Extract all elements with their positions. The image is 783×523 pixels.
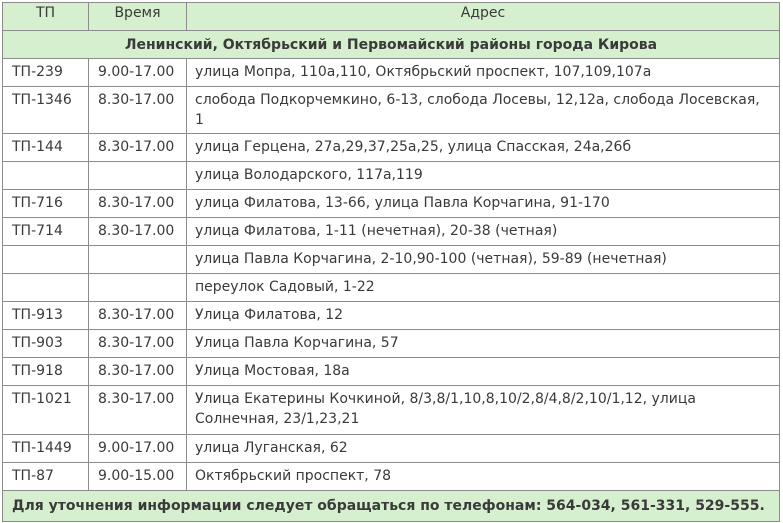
address-cell: улица Филатова, 13-66, улица Павла Корчагина, 91-170 — [187, 190, 780, 218]
tp-cell: ТП-144 — [3, 134, 89, 162]
header-address: Адрес — [187, 3, 780, 31]
time-cell: 8.30-17.00 — [89, 134, 187, 162]
footer-row — [3, 491, 780, 522]
table-header — [3, 3, 780, 31]
table-row — [3, 358, 780, 386]
time-cell: 8.30-17.00 — [89, 190, 187, 218]
contact-note: Для уточнения информации следует обращаться по телефонам: 564-034, 561-331, 529-555. — [3, 491, 780, 522]
time-cell: 9.00-15.00 — [89, 463, 187, 491]
address-cell: Улица Павла Корчагина, 57 — [187, 330, 780, 358]
table-row — [3, 134, 780, 162]
outage-table — [2, 2, 780, 522]
table-row — [3, 302, 780, 330]
table-row — [3, 218, 780, 246]
tp-cell: ТП-1346 — [3, 87, 89, 134]
tp-cell: ТП-87 — [3, 463, 89, 491]
address-cell: улица Герцена, 27а,29,37,25а,25, улица Спасская, 24а,26б — [187, 134, 780, 162]
tp-cell: ТП-1021 — [3, 386, 89, 435]
address-cell: улица Мопра, 110а,110, Октябрьский проспект, 107,109,107а — [187, 59, 780, 87]
tp-cell — [3, 274, 89, 302]
address-cell: улица Луганская, 62 — [187, 435, 780, 463]
table-row — [3, 162, 780, 190]
time-cell: 8.30-17.00 — [89, 87, 187, 134]
time-cell — [89, 246, 187, 274]
table-row — [3, 386, 780, 435]
address-cell: Октябрьский проспект, 78 — [187, 463, 780, 491]
tp-cell: ТП-239 — [3, 59, 89, 87]
table-row — [3, 59, 780, 87]
time-cell: 8.30-17.00 — [89, 302, 187, 330]
tp-cell: ТП-716 — [3, 190, 89, 218]
header-time: Время — [89, 3, 187, 31]
table-row — [3, 463, 780, 491]
address-cell: Улица Екатерины Кочкиной, 8/3,8/1,10,8,10/2,8/4,8/2,10/1,12, улица Солнечная, 23/1,23,21 — [187, 386, 780, 435]
time-cell: 8.30-17.00 — [89, 218, 187, 246]
time-cell: 8.30-17.00 — [89, 386, 187, 435]
section-row — [3, 31, 780, 59]
tp-cell: ТП-903 — [3, 330, 89, 358]
table-row — [3, 330, 780, 358]
address-cell: слобода Подкорчемкино, 6-13, слобода Лосевы, 12,12а, слобода Лосевская, 1 — [187, 87, 780, 134]
address-cell: переулок Садовый, 1-22 — [187, 274, 780, 302]
table-row — [3, 246, 780, 274]
tp-cell: ТП-1449 — [3, 435, 89, 463]
time-cell — [89, 162, 187, 190]
time-cell: 9.00-17.00 — [89, 59, 187, 87]
table-row — [3, 274, 780, 302]
table-row — [3, 190, 780, 218]
header-tp: ТП — [3, 3, 89, 31]
tp-cell: ТП-918 — [3, 358, 89, 386]
address-cell: улица Филатова, 1-11 (нечетная), 20-38 (четная) — [187, 218, 780, 246]
tp-cell: ТП-913 — [3, 302, 89, 330]
time-cell — [89, 274, 187, 302]
address-cell: улица Павла Корчагина, 2-10,90-100 (четная), 59-89 (нечетная) — [187, 246, 780, 274]
time-cell: 8.30-17.00 — [89, 358, 187, 386]
address-cell: Улица Филатова, 12 — [187, 302, 780, 330]
address-cell: Улица Мостовая, 18а — [187, 358, 780, 386]
tp-cell — [3, 246, 89, 274]
table-body — [3, 31, 780, 491]
section-title: Ленинский, Октябрьский и Первомайский районы города Кирова — [3, 31, 780, 59]
tp-cell — [3, 162, 89, 190]
time-cell: 8.30-17.00 — [89, 330, 187, 358]
tp-cell: ТП-714 — [3, 218, 89, 246]
time-cell: 9.00-17.00 — [89, 435, 187, 463]
address-cell: улица Володарского, 117а,119 — [187, 162, 780, 190]
table-row — [3, 87, 780, 134]
table-row — [3, 435, 780, 463]
